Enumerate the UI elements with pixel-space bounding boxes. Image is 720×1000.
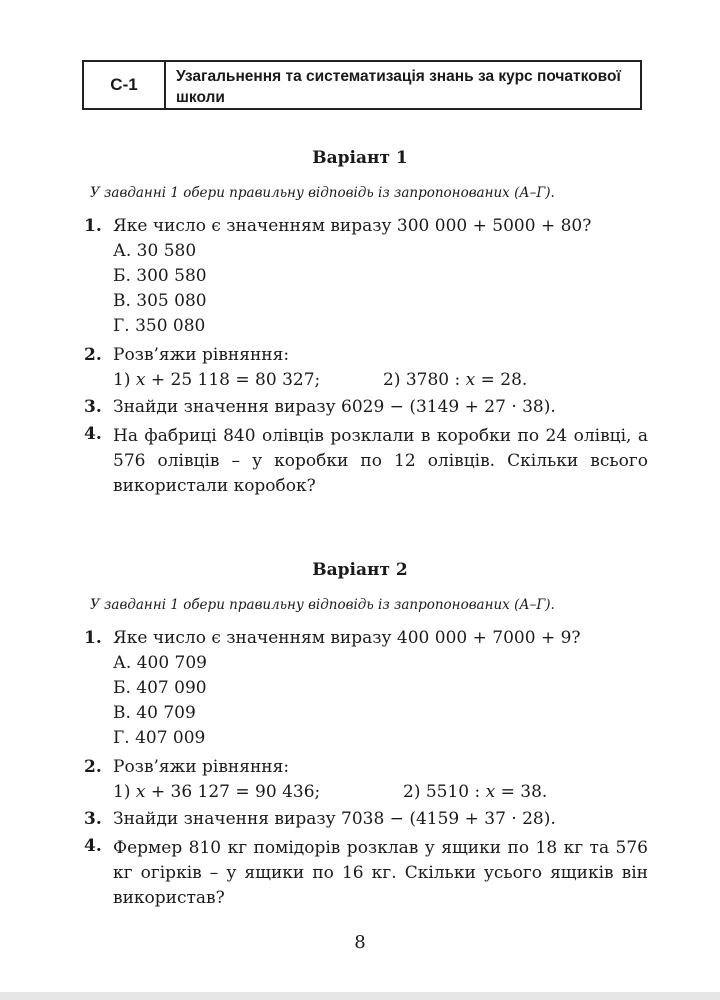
v1-q3-text: Знайди значення виразу 6029 − (3149 + 27 · 38). [113,397,556,417]
v2-q1-text: Яке число є значенням виразу 400 000 + 7000 + 9? [113,628,581,648]
v1-q2-equation-1: 1) x + 25 118 = 80 327; [113,370,321,390]
v2-q3-number: 3. [84,809,102,829]
section-title: Узагальнення та систематизація знань за курс початкової школи [176,68,621,106]
v1-q2-number: 2. [84,345,102,365]
footer-divider [0,992,720,1000]
v1-q4-text: На фабриці 840 олівців розклали в коробки по 24 олівці, а 576 олівців – у коробки по 12 олівців. Скільки всього використали коробок? [113,426,648,496]
variant-1-title: Варіант 1 [312,148,408,168]
v1-q1-option-a: А. 30 580 [113,241,197,261]
v1-q1-option-c: В. 305 080 [113,291,207,311]
section-header-box [82,60,642,110]
v1-q1-text: Яке число є значенням виразу 300 000 + 5000 + 80? [113,216,592,236]
v2-q1-option-c: В. 40 709 [113,703,196,723]
v2-q1-number: 1. [84,628,102,648]
v1-q1-option-d: Г. 350 080 [113,316,206,336]
v1-q2-equation-2: 2) 3780 : x = 28. [383,370,528,390]
v2-q2-equation-1: 1) x + 36 127 = 90 436; [113,782,321,802]
section-code: С-1 [84,62,166,108]
v2-q3-text: Знайди значення виразу 7038 − (4159 + 37 · 28). [113,809,556,829]
v2-q2-number: 2. [84,757,102,777]
v1-q4-number: 4. [84,424,102,444]
variant-2-instruction: У завданні 1 обери правильну відповідь із запропонованих (А–Г). [90,597,555,613]
v1-q3-number: 3. [84,397,102,417]
v1-q1-option-b: Б. 300 580 [113,266,207,286]
v2-q1-option-d: Г. 407 009 [113,728,206,748]
page-number: 8 [354,932,366,953]
v2-q2-equation-2: 2) 5510 : x = 38. [403,782,548,802]
variant-2-title: Варіант 2 [312,560,408,580]
variant-1-instruction: У завданні 1 обери правильну відповідь із запропонованих (А–Г). [90,185,555,201]
v2-q1-option-b: Б. 407 090 [113,678,207,698]
v1-q2-text: Розв’яжи рівняння: [113,345,290,365]
v1-q1-number: 1. [84,216,102,236]
v2-q2-text: Розв’яжи рівняння: [113,757,290,777]
v2-q4-number: 4. [84,836,102,856]
v2-q1-option-a: А. 400 709 [113,653,207,673]
v2-q4-text: Фермер 810 кг помідорів розклав у ящики по 18 кг та 576 кг огірків – у ящики по 16 кг. Скільки усього ящиків він використав? [113,838,648,908]
